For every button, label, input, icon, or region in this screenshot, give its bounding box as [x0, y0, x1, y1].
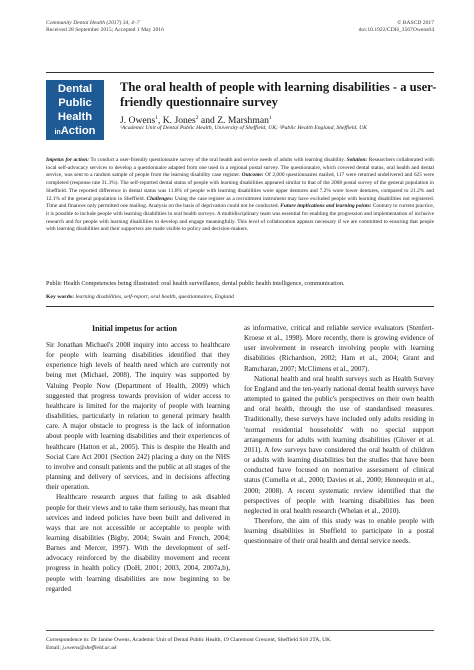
abstract-text: Using the case register as a recruitment instrument may have excluded people with learning disabilities not registered. Time and finances only permitted one mailing. Analysis on the basis of deprivation could not be conducted. [46, 195, 434, 210]
keywords-label: Key words: [46, 294, 74, 300]
abstract-label: Challenges: [146, 195, 174, 202]
author-list: J. Owens$^1$, K. Jones$^2$ and Z. Marshman$^1$ [120, 115, 272, 127]
dental-public-health-in-action-badge [46, 80, 104, 140]
abstract-text: Of 2,000 questionnaires mailed, 117 were returned undelivered and 625 were completed (response rate 31.3%). The self-reported dental status of people with learning disabilities appeared similar to that of the 2008 postal survey of the general population in Sheffield. The reported difference in dental status was 11.8% of people with learning disabilities wore upper dentures and 7.2% wore lower dentures, compared to 21.2% and 12.1% of the general population in Sheffield. [46, 172, 434, 202]
email-label: Email: [46, 645, 63, 651]
abstract-text: Contrary to current practice, it is possible to include people with learning disabilities in oral health surveys. A multidisciplinary team was essential for enabling the progression and implementation of inclusive research and for people with learning disabilities to develop and engage meaningfully. This level of collaboration appears necessary if we are committed to ensuring that people with learning disabilities and their supporters are made visible to policy and decision-makers. [46, 203, 434, 233]
body-paragraph: National health and oral health surveys such as Health Survey for England and the ten-yearly national dental health surveys have attempted to gained the public's perspectives on their own health and oral health, through the use of standardised measures. Traditionally, these surveys have included only adults residing in 'normal residential households' with no special support arrangements for adults with learning disabilities (Glover et al. 2011). A few surveys have considered the oral health of children or adults with learning disabilities but the studies that have been conducted have focused on normative assessment of clinical status (Cumella et al., 2000; Davies et al., 2000; Hennequin et al., 2000; 2008). A recent systematic review identified that the perspectives of people with learning disabilities has been neglected in oral health research (Whelan et al., 2010). [244, 374, 434, 515]
correspondence-address: Correspondence to: Dr Janine Owens, Academic Unit of Dental Public Health, 19 Claremont Crescent, Sheffield S10 2TA, UK. [46, 637, 332, 643]
badge-line-2: Public [58, 97, 92, 109]
journal-header-right [359, 20, 434, 34]
email-link[interactable]: j.owens@sheffield.ac.uk [62, 645, 117, 651]
correspondence [46, 636, 436, 652]
abstract-label: Future implications and learning points: [280, 203, 372, 210]
journal-citation: Community Dental Health (2017) 34, 4–7 [46, 20, 140, 26]
abstract-text: To conduct a user-friendly questionnaire survey of the oral health and service needs of adults with learning disability. [89, 157, 347, 163]
abstract [46, 157, 434, 265]
badge-line-4 [46, 124, 104, 140]
badge-line-4-prefix: in [54, 129, 61, 136]
received-dates: Received 28 September 2015; Accepted 1 May 2016 [46, 27, 164, 34]
badge-line-1: Dental [57, 83, 93, 95]
section-heading: Initial impetus for action [92, 324, 177, 333]
section-rule [46, 306, 434, 307]
public-health-competencies: Public Health Competencies being illustrated: oral health surveillance, dental public health intelligence, communication. [46, 280, 345, 287]
copyright: © BASCD 2017 [397, 20, 434, 26]
badge-line-4-main: Action [60, 125, 96, 137]
author-name: J. Owens [120, 115, 156, 127]
footnote-rule [46, 630, 434, 631]
article-title: The oral health of people with learning disabilities - a user-friendly questionnaire survey [120, 80, 437, 109]
correspondence-email-line [46, 644, 436, 652]
badge-line-3: Health [57, 111, 93, 123]
journal-header [46, 20, 164, 34]
abstract-label: Impetus for action: [46, 157, 90, 163]
keywords [46, 294, 234, 300]
author-affiliation-mark: 1 [155, 115, 158, 121]
body-paragraph: Healthcare research argues that failing to ask disabled people for their views and to take them seriously, has meant that services and indeed policies have been built and delivered in ways that are not accessible or acceptable to people with learning disabilities (Bigby, 2004; Swain and French, 2004; Barnes and Mercer, 1997). With the development of self-advocacy reinforced by the disability movement and recent progress in health policy (DoH, 2001; 2003, 2004, 2007a,b), people with learning disabilities are now beginning to be regarded [46, 493, 230, 593]
doi: doi:10.1922/CDH_3567Owens04 [358, 27, 434, 34]
author-affiliation-mark: 1 [268, 115, 272, 121]
body-paragraph: as informative, critical and reliable service evaluators (Stenfert-Kroese et al., 1998). More recently, there is growing evidence of user involvement in research involving people with learning disabilities (Richardson, 2002; Ham et al., 2004; Grant and Ramcharan, 2007; McClimens et al., 2007). [244, 324, 434, 373]
abstract-label: Solution: [346, 157, 368, 163]
keywords-value: learning disabilities, self-report, oral health, questionnaires, England [75, 294, 234, 300]
author-name: K. Jones [162, 115, 196, 127]
body-column-left [46, 340, 230, 620]
author-name: Z. Marshman [217, 115, 269, 127]
author-affiliations: ¹Academic Unit of Dental Public Health, University of Sheffield, UK; ²Public Health England, Sheffield, UK [120, 125, 367, 131]
body-paragraph: Sir Jonathan Michael's 2008 inquiry into access to healthcare for people with learning disabilities identified that they experience high levels of health need which are currently not being met (Michael, 2008). The inquiry was supported by Valuing People Now (Department of Health, 2009) which suggested that progress towards provision of wider access to healthcare is limited for the majority of people with learning disabilities, particularly in relation to general primary health care. A major obstacle to progress is the lack of information about people with learning disabilities and their experiences of healthcare (Hatton et al., 2005). This is despite the Health and Social Care Act 2001 (Section 242) placing a duty on the NHS to involve and consult patients and the public at all stages of the planning and delivery of services, and in decisions affecting their operation. [46, 341, 230, 492]
abstract-text: Researchers collaborated with local self-advocacy services to develop a questionnaire adapted from one used in a regional postal survey. The questionnaire, which covered dental status, oral health and dental service, was sent to a random sample of people from the learning disability case register. [46, 157, 434, 179]
abstract-label: Outcome: [241, 172, 264, 179]
body-paragraph: Therefore, the aim of this study was to enable people with learning disabilities in Sheffield to participate in a postal questionnaire of their oral health and dental service needs. [244, 516, 434, 546]
header-rule [46, 72, 434, 73]
author-affiliation-mark: 2 [195, 115, 199, 121]
body-column-right [244, 323, 434, 605]
